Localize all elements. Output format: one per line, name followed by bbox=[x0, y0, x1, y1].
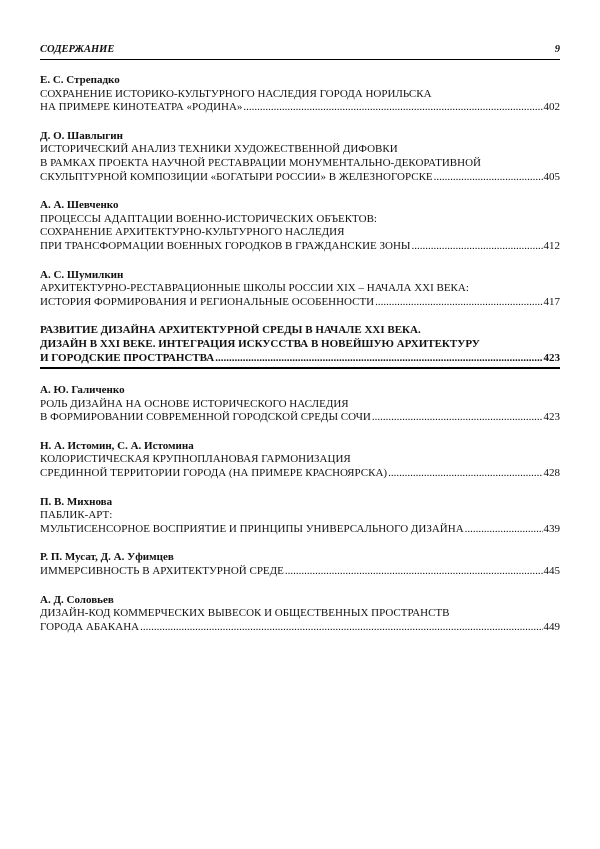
entry-title-line: ИСТОРИЧЕСКИЙ АНАЛИЗ ТЕХНИКИ ХУДОЖЕСТВЕННОЙ ДИФОВКИ bbox=[40, 143, 398, 156]
entry-title-last-line bbox=[40, 101, 560, 115]
entry-title-line: ИММЕРСИВНОСТЬ В АРХИТЕКТУРНОЙ СРЕДЕ bbox=[40, 565, 284, 578]
toc-entry[interactable] bbox=[40, 440, 560, 481]
dot-leader bbox=[375, 296, 542, 310]
entry-authors: А. Ю. Галиченко bbox=[40, 384, 125, 397]
dot-leader bbox=[140, 621, 542, 635]
running-header-section: СОДЕРЖАНИЕ bbox=[40, 44, 115, 55]
entry-title-line: В ФОРМИРОВАНИИ СОВРЕМЕННОЙ ГОРОДСКОЙ СРЕДЫ СОЧИ bbox=[40, 411, 371, 424]
entry-title-last-line bbox=[40, 467, 560, 481]
entry-title-last-line bbox=[40, 523, 560, 537]
toc-page bbox=[40, 44, 560, 649]
entry-page-number: 405 bbox=[543, 170, 560, 183]
entry-title-last-line bbox=[40, 411, 560, 425]
dot-leader bbox=[372, 411, 543, 425]
entry-title-line: В РАМКАХ ПРОЕКТА НАУЧНОЙ РЕСТАВРАЦИИ МОНУМЕНТАЛЬНО-ДЕКОРАТИВНОЙ bbox=[40, 156, 481, 169]
dot-leader bbox=[243, 101, 542, 115]
entry-authors: А. С. Шумилкин bbox=[40, 268, 124, 281]
entry-page-number: 423 bbox=[543, 411, 560, 424]
section-title-line: И ГОРОДСКИЕ ПРОСТРАНСТВА bbox=[40, 351, 215, 364]
entry-authors: А. Д. Соловьев bbox=[40, 593, 114, 606]
entry-title-last-line bbox=[40, 240, 560, 254]
entry-title-line: ГОРОДА АБАКАНА bbox=[40, 620, 140, 633]
entry-authors: Е. С. Стрепадко bbox=[40, 74, 120, 86]
entry-page-number: 412 bbox=[543, 239, 560, 252]
entry-title-last-line bbox=[40, 296, 560, 310]
toc-entry[interactable] bbox=[40, 496, 560, 537]
entry-title-line: СОХРАНЕНИЕ АРХИТЕКТУРНО-КУЛЬТУРНОГО НАСЛЕДИЯ bbox=[40, 226, 345, 239]
toc-section-heading[interactable] bbox=[40, 324, 560, 369]
entry-title-line: КОЛОРИСТИЧЕСКАЯ КРУПНОПЛАНОВАЯ ГАРМОНИЗАЦИЯ bbox=[40, 453, 351, 466]
entry-authors: А. А. Шевченко bbox=[40, 199, 119, 212]
entry-title-line: ИСТОРИЯ ФОРМИРОВАНИЯ И РЕГИОНАЛЬНЫЕ ОСОБЕННОСТИ bbox=[40, 295, 375, 308]
entry-title-line: ПАБЛИК-АРТ: bbox=[40, 509, 113, 522]
entry-title-line: АРХИТЕКТУРНО-РЕСТАВРАЦИОННЫЕ ШКОЛЫ РОССИИ XIX – НАЧАЛА XXI ВЕКА: bbox=[40, 282, 469, 295]
toc-entry[interactable] bbox=[40, 74, 560, 115]
entry-title-last-line bbox=[40, 565, 560, 579]
dot-leader bbox=[388, 467, 542, 481]
toc-entry[interactable] bbox=[40, 551, 560, 578]
entry-title-line: ПРОЦЕССЫ АДАПТАЦИИ ВОЕННО-ИСТОРИЧЕСКИХ ОБЪЕКТОВ: bbox=[40, 212, 377, 225]
toc-entries bbox=[40, 74, 560, 634]
dot-leader bbox=[411, 240, 542, 254]
entry-authors: Н. А. Истомин, С. А. Истомина bbox=[40, 439, 194, 452]
running-header bbox=[40, 44, 560, 60]
running-header-page-number: 9 bbox=[554, 44, 560, 55]
entry-title-line: СРЕДИННОЙ ТЕРРИТОРИИ ГОРОДА (НА ПРИМЕРЕ КРАСНОЯРСКА) bbox=[40, 467, 388, 480]
section-title-last-line bbox=[40, 352, 560, 370]
entry-page-number: 439 bbox=[543, 522, 560, 535]
entry-authors: П. В. Михнова bbox=[40, 495, 113, 508]
entry-authors: Д. О. Шавлыгин bbox=[40, 129, 123, 142]
entry-title-line: СОХРАНЕНИЕ ИСТОРИКО-КУЛЬТУРНОГО НАСЛЕДИЯ ГОРОДА НОРИЛЬСКА bbox=[40, 87, 432, 100]
dot-leader bbox=[215, 352, 542, 366]
toc-entry[interactable] bbox=[40, 269, 560, 310]
dot-leader bbox=[465, 523, 543, 537]
entry-title-line: ДИЗАЙН-КОД КОММЕРЧЕСКИХ ВЫВЕСОК И ОБЩЕСТВЕННЫХ ПРОСТРАНСТВ bbox=[40, 607, 450, 620]
entry-title-line: РОЛЬ ДИЗАЙНА НА ОСНОВЕ ИСТОРИЧЕСКОГО НАСЛЕДИЯ bbox=[40, 397, 349, 410]
entry-page-number: 445 bbox=[543, 565, 560, 578]
entry-title-line: НА ПРИМЕРЕ КИНОТЕАТРА «РОДИНА» bbox=[40, 101, 243, 114]
section-title-line: ДИЗАЙН В XXI ВЕКЕ. ИНТЕГРАЦИЯ ИСКУССТВА В НОВЕЙШУЮ АРХИТЕКТУРУ bbox=[40, 337, 480, 350]
dot-leader bbox=[434, 171, 543, 185]
entry-page-number: 449 bbox=[543, 620, 560, 633]
section-page-number: 423 bbox=[543, 351, 560, 364]
entry-page-number: 417 bbox=[543, 295, 560, 308]
entry-title-line: МУЛЬТИСЕНСОРНОЕ ВОСПРИЯТИЕ И ПРИНЦИПЫ УНИВЕРСАЛЬНОГО ДИЗАЙНА bbox=[40, 522, 464, 535]
section-title-line: РАЗВИТИЕ ДИЗАЙНА АРХИТЕКТУРНОЙ СРЕДЫ В НАЧАЛЕ XXI ВЕКА. bbox=[40, 324, 421, 337]
toc-entry[interactable] bbox=[40, 199, 560, 253]
entry-authors: Р. П. Мусат, Д. А. Уфимцев bbox=[40, 551, 174, 564]
toc-entry[interactable] bbox=[40, 594, 560, 635]
toc-entry[interactable] bbox=[40, 130, 560, 184]
entry-title-line: СКУЛЬПТУРНОЙ КОМПОЗИЦИИ «БОГАТЫРИ РОССИИ» В ЖЕЛЕЗНОГОРСКЕ bbox=[40, 170, 433, 183]
entry-page-number: 428 bbox=[543, 467, 560, 480]
entry-page-number: 402 bbox=[543, 101, 560, 114]
dot-leader bbox=[285, 565, 543, 579]
entry-title-last-line bbox=[40, 171, 560, 185]
entry-title-line: ПРИ ТРАНСФОРМАЦИИ ВОЕННЫХ ГОРОДКОВ В ГРАЖДАНСКИЕ ЗОНЫ bbox=[40, 239, 411, 252]
entry-title-last-line bbox=[40, 621, 560, 635]
toc-entry[interactable] bbox=[40, 384, 560, 425]
